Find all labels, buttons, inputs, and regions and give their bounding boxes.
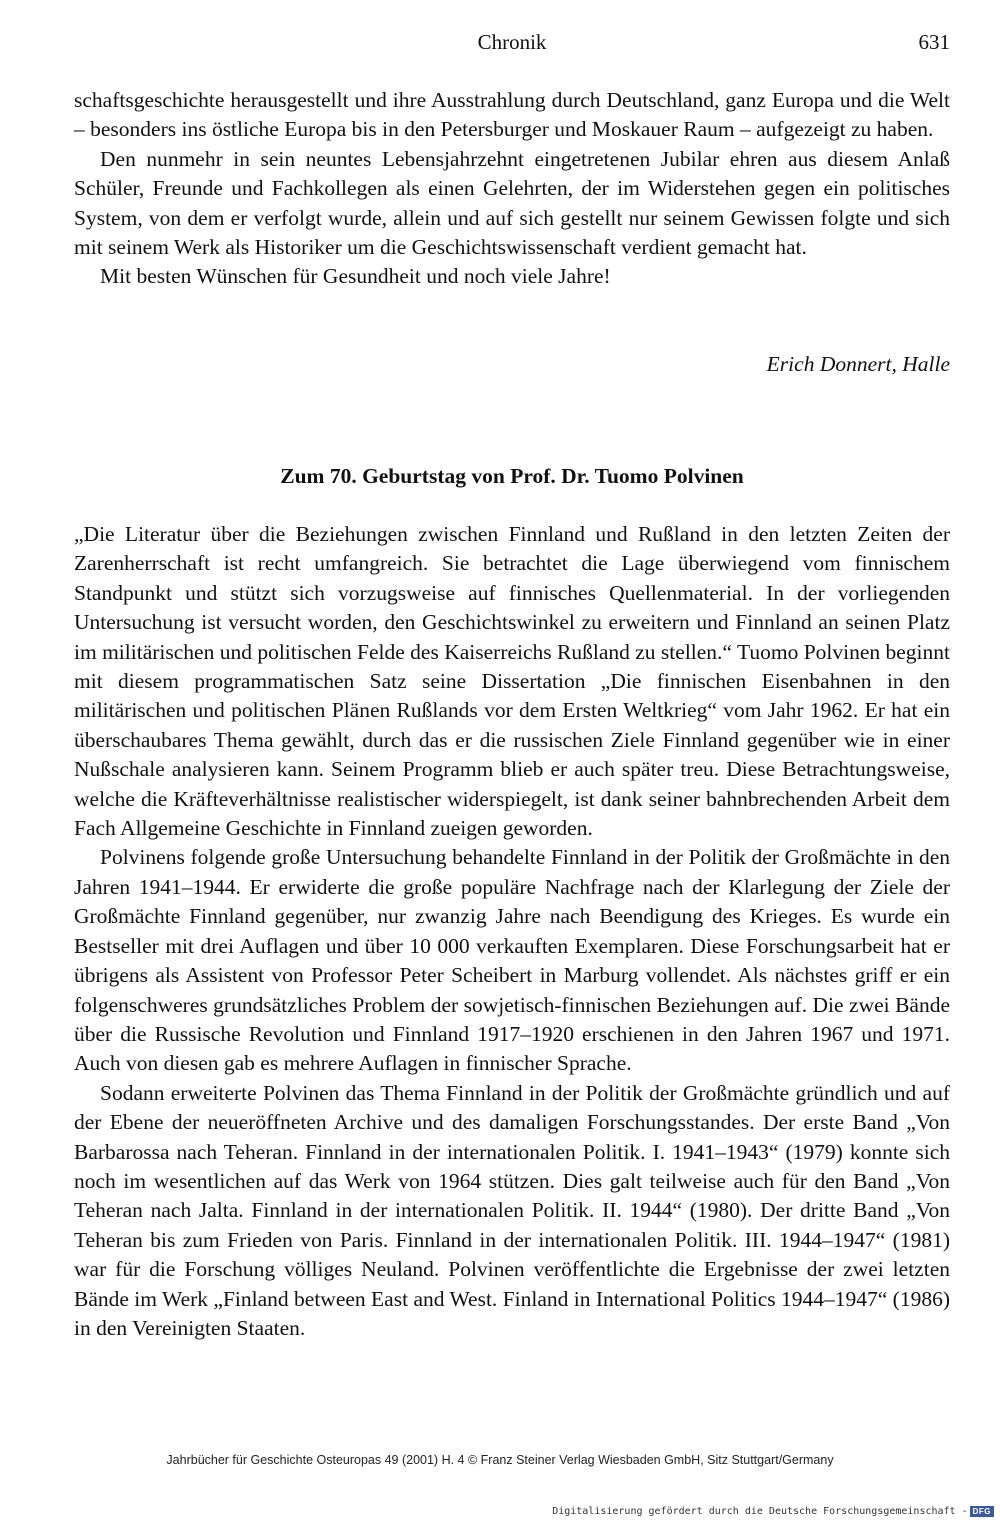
running-header	[74, 30, 950, 60]
running-header-title: Chronik	[477, 30, 547, 54]
author-signature: Erich Donnert, Halle	[766, 352, 950, 376]
paragraph: Den nunmehr in sein neuntes Lebensjahrzehnt eingetretenen Jubilar ehren aus diesem Anlaß Schüler, Freunde und Fachkollegen als einen Gelehrten, der im Widerstehen gegen ein politisches System, von dem er verfolgt wurde, allein und auf sich gestellt nur seinem Gewissen folgte und sich mit seinem Werk als Historiker um die Geschichtswissenschaft verdient gemacht hat.	[74, 146, 950, 260]
article-body	[74, 520, 950, 1343]
article-heading: Zum 70. Geburtstag von Prof. Dr. Tuomo Polvinen	[280, 464, 744, 488]
digitization-note	[552, 1506, 994, 1517]
paragraph: „Die Literatur über die Beziehungen zwischen Finnland und Rußland in den letzten Zeiten der Zarenherrschaft ist recht umfangreich. Sie betrachtet die Lage überwiegend vom finnischem Standpunkt und stützt sich vorzugsweise auf finnisches Quellenmaterial. In der vorliegenden Untersuchung ist versucht worden, den Geschichtswinkel zu erweitern und Finnland an seinen Platz im militärischen und politischen Felde des Kaiserreichs Rußland zu stellen.“ Tuomo Polvinen beginnt mit diesem programmatischen Satz seine Dissertation „Die finnischen Eisenbahnen in den militärischen und politischen Plänen Rußlands vor dem Ersten Weltkrieg“ vom Jahr 1962. Er hat ein überschaubares Thema gewählt, durch das er die russischen Ziele Finnland gegenüber wie in einer Nußschale analysieren kann. Seinem Programm blieb er auch später treu. Diese Betrachtungsweise, welche die Kräfteverhältnisse realistischer widerspiegelt, ist dank seiner bahnbrechenden Arbeit dem Fach Allgemeine Geschichte in Finnland zueigen geworden.	[74, 522, 950, 841]
page-number: 631	[918, 30, 950, 54]
paragraph: Polvinens folgende große Untersuchung behandelte Finnland in der Politik der Großmächte in den Jahren 1941–1944. Er erwiderte die große populäre Nachfrage nach der Klarlegung der Ziele der Großmächte Finnland gegenüber, nur zwanzig Jahre nach Beendigung des Krieges. Es wurde ein Bestseller mit drei Auflagen und über 10 000 verkauften Exemplaren. Diese Forschungsarbeit hat er übrigens als Assistent von Professor Peter Scheibert in Marburg vollendet. Als nächstes griff er ein folgenschweres grundsätzliches Problem der sowjetisch-finnischen Beziehungen auf. Die zwei Bände über die Russische Revolution und Finnland 1917–1920 erschienen in den Jahren 1967 und 1971. Auch von diesen gab es mehrere Auflagen in finnischer Sprache.	[74, 845, 950, 1076]
paragraph: schaftsgeschichte herausgestellt und ihre Ausstrahlung durch Deutschland, ganz Europa und die Welt – besonders ins östliche Europa bis in den Petersburger und Moskauer Raum – aufgezeigt zu haben.	[74, 88, 950, 142]
paragraph: Mit besten Wünschen für Gesundheit und noch viele Jahre!	[100, 264, 611, 289]
publication-citation: Jahrbücher für Geschichte Osteuropas 49 (2001) H. 4 © Franz Steiner Verlag Wiesbaden GmbH, Sitz Stuttgart/Germany	[166, 1453, 834, 1467]
dfg-logo: DFG	[970, 1506, 994, 1517]
digitization-note-text: Digitalisierung gefördert durch die Deutsche Forschungsgemeinschaft -	[552, 1506, 968, 1517]
paragraph: Sodann erweiterte Polvinen das Thema Finnland in der Politik der Großmächte gründlich und auf der Ebene der neueröffneten Archive und des damaligen Forschungsstandes. Der erste Band „Von Barbarossa nach Teheran. Finnland in der internationalen Politik. I. 1941–1943“ (1979) konnte sich noch im wesentlichen auf das Werk von 1964 stützen. Dies galt teilweise auch für den Band „Von Teheran nach Jalta. Finnland in der internationalen Politik. II. 1944“ (1980). Der dritte Band „Von Teheran bis zum Frieden von Paris. Finnland in der internationalen Politik. III. 1944–1947“ (1981) war für die Forschung völliges Neuland. Polvinen veröffentlichte die Ergebnisse der zwei letzten Bände im Werk „Finland between East and West. Finland in International Politics 1944–1947“ (1986) in den Vereinigten Staaten.	[74, 1080, 950, 1340]
preceding-article-ending	[74, 86, 950, 292]
